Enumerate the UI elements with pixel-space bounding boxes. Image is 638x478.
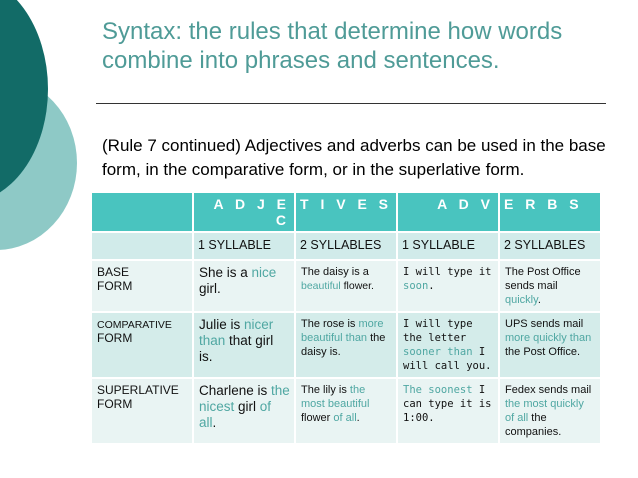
cell-highlight: soon — [403, 280, 429, 292]
subheader-adj-2-syllables: 2 SYLLABLES — [295, 232, 397, 260]
cell-text: the Post Office. — [505, 346, 581, 358]
cell-highlight: of all — [199, 399, 272, 430]
cell-text: . — [428, 280, 435, 292]
cell-highlight: more beautiful than — [301, 318, 384, 344]
table-row-base — [91, 260, 601, 312]
table-row-comparative — [91, 312, 601, 378]
cell-text: the daisy is. — [301, 332, 386, 358]
cell-highlight: of all — [333, 412, 357, 424]
subheader-adv-2-syllables: 2 SYLLABLES — [499, 232, 601, 260]
cell-text: I will type it — [403, 266, 492, 278]
cell-highlight: nicer than — [199, 317, 274, 348]
cell-text: flower — [301, 412, 334, 424]
cell-text: that girl is. — [199, 333, 274, 364]
cell-adv-2-syllables — [499, 312, 601, 378]
table-row-superlative — [91, 378, 601, 444]
label-line: FORM — [97, 279, 133, 293]
cell-highlight: the most beautiful — [301, 384, 370, 410]
row-label — [91, 378, 193, 444]
row-label — [91, 260, 193, 312]
cell-text: girl — [234, 399, 260, 414]
header-adjectives-part2: T I V E S — [295, 192, 397, 232]
header-adjectives-part1: A D J E C — [193, 192, 295, 232]
cell-highlight: beautiful — [301, 280, 341, 292]
cell-text: Charlene is — [199, 383, 272, 398]
cell-adj-1-syllable — [193, 260, 295, 312]
label-line: SUPERLATIVE — [97, 383, 179, 397]
cell-adj-1-syllable — [193, 312, 295, 378]
cell-adv-2-syllables — [499, 260, 601, 312]
cell-text: Fedex sends mail — [505, 384, 592, 396]
subheader-blank — [91, 232, 193, 260]
cell-text: UPS sends mail — [505, 318, 584, 330]
cell-highlight: quickly — [505, 294, 538, 306]
cell-text: The rose is — [301, 318, 359, 330]
cell-text: . — [212, 415, 217, 430]
cell-highlight: the most quickly of all — [505, 398, 584, 424]
cell-text: Julie is — [199, 317, 245, 332]
slide-intro: (Rule 7 continued) Adjectives and adverbs can be used in the base form, in the comparative form, or in the superlative form. — [102, 136, 606, 179]
adjective-adverb-table — [90, 191, 602, 445]
cell-text: flower. — [340, 280, 374, 292]
cell-text: . — [537, 294, 541, 306]
cell-highlight: sooner than — [403, 346, 473, 358]
cell-text: the companies. — [505, 412, 562, 438]
cell-highlight: nice — [251, 265, 277, 280]
header-adverbs-part2: E R B S — [499, 192, 601, 232]
table-header-row — [91, 192, 601, 232]
cell-adj-2-syllables — [295, 312, 397, 378]
table-subheader-row — [91, 232, 601, 260]
label-line: COMPARATIVE — [97, 319, 172, 331]
slide-title: Syntax: the rules that determine how words combine into phrases and sentences. — [102, 18, 563, 74]
cell-highlight: more quickly than — [505, 332, 592, 344]
row-label — [91, 312, 193, 378]
cell-highlight: the nicest — [199, 383, 290, 414]
subheader-adj-1-syllable: 1 SYLLABLE — [193, 232, 295, 260]
cell-adv-1-syllable — [397, 378, 499, 444]
cell-text: . — [356, 412, 360, 424]
label-line: FORM — [97, 331, 133, 345]
cell-adj-1-syllable — [193, 378, 295, 444]
cell-adv-1-syllable — [397, 260, 499, 312]
cell-adj-2-syllables — [295, 378, 397, 444]
cell-text: I can type it is 1:00. — [403, 384, 492, 424]
cell-adj-2-syllables — [295, 260, 397, 312]
cell-adv-2-syllables — [499, 378, 601, 444]
cell-text: I will type the letter — [403, 318, 473, 344]
label-line: BASE — [97, 265, 130, 279]
cell-text: The lily is — [301, 384, 350, 396]
cell-adv-1-syllable — [397, 312, 499, 378]
cell-highlight: The soonest — [403, 384, 473, 396]
label-line: FORM — [97, 397, 133, 411]
title-divider — [96, 103, 606, 104]
cell-text: The daisy is a — [301, 266, 369, 278]
cell-text: I will call you. — [403, 346, 492, 372]
subheader-adv-1-syllable: 1 SYLLABLE — [397, 232, 499, 260]
header-blank — [91, 192, 193, 232]
header-adverbs-part1: A D V — [397, 192, 499, 232]
cell-text: The Post Office sends mail — [505, 266, 581, 292]
cell-text: girl. — [199, 281, 221, 296]
cell-text: She is a — [199, 265, 252, 280]
